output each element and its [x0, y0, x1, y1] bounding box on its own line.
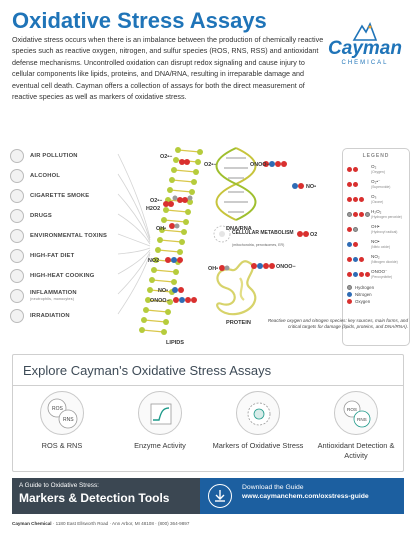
legend — [342, 148, 410, 346]
atom-dot — [347, 182, 352, 187]
markers-icon — [236, 391, 280, 435]
molecule-icon — [347, 182, 371, 187]
drugs-icon — [10, 209, 24, 223]
guide-subtitle: A Guide to Oxidative Stress: — [19, 482, 99, 489]
source-label: HIGH-HEAT COOKING — [30, 272, 95, 279]
source-item — [10, 226, 140, 246]
molecule-icon — [347, 227, 371, 232]
species-label: O2 — [310, 232, 318, 238]
legend-item — [347, 207, 405, 222]
atom-dot — [353, 197, 358, 202]
brand-subtitle: CHEMICAL — [341, 60, 389, 66]
source-label: ENVIRONMENTAL TOXINS — [30, 232, 108, 239]
legend-key-item — [347, 291, 405, 298]
legend-key-item — [347, 298, 405, 305]
tile-label: Antioxidant Detection & Activity — [317, 441, 395, 460]
legend-item-sub: (Oxygen) — [371, 169, 385, 174]
target-label-dna: DNA/RNA — [226, 226, 252, 232]
tile-antioxidant[interactable] — [307, 391, 405, 471]
atom-dot — [353, 257, 358, 262]
legend-item-sub: (Superoxide) — [371, 184, 391, 189]
legend-item-name: H₂O₂ — [371, 209, 382, 215]
target-label-metabolism-sub: (mitochondria, peroxisomes, ER) — [232, 243, 285, 247]
atom-dot — [353, 212, 358, 217]
atom-dot — [347, 167, 352, 172]
burger-icon — [10, 249, 24, 263]
atom-dot — [347, 272, 352, 277]
ros-text: ROS — [347, 407, 357, 412]
atom-dot — [365, 212, 370, 217]
atom-dot — [353, 182, 358, 187]
legend-item — [347, 222, 405, 237]
radiation-icon — [10, 309, 24, 323]
atom-dot — [359, 197, 364, 202]
source-label: CIGARETTE SMOKE — [30, 192, 90, 199]
legend-item — [347, 192, 405, 207]
legend-item — [347, 177, 405, 192]
atom-dot — [347, 292, 352, 297]
explore-title: Explore Cayman's Oxidative Stress Assays — [23, 363, 272, 378]
tile-enzyme-activity[interactable] — [111, 391, 209, 471]
source-item — [10, 206, 140, 226]
source-label: HIGH-FAT DIET — [30, 252, 75, 259]
target-label-protein: PROTEIN — [226, 320, 251, 326]
species-label: OH• — [156, 226, 166, 232]
source-item — [10, 186, 140, 206]
source-label: ALCOHOL — [30, 172, 61, 179]
tile-markers[interactable] — [209, 391, 307, 471]
cooking-icon — [10, 269, 24, 283]
guide-title-block — [12, 478, 200, 514]
legend-item-name: O₂ — [371, 164, 377, 170]
legend-item-name: O₂•⁻ — [371, 179, 381, 185]
atom-dot — [353, 272, 358, 277]
legend-item-sub: (Hydroxyl radical) — [371, 229, 398, 234]
legend-item-name: NO₂ — [371, 254, 380, 260]
rns-text: RNS — [357, 417, 367, 422]
tile-label: Enzyme Activity — [134, 441, 186, 450]
species-label: NO• — [306, 184, 316, 190]
species-label: O2•− — [204, 162, 217, 168]
legend-item — [347, 162, 405, 177]
target-label-lipids: LIPIDS — [166, 340, 185, 346]
intro-paragraph: Oxidative stress occurs when there is an imbalance between the production of chemically reactive species such as reactive oxygen, nitrogen, and sulfur species (ROS, RNS, RSS) and antioxidant defense mechanisms. Uncontrolled oxidation can disrupt redox signaling and cause injury to cellular components like lipids, proteins, and DNA/RNA, resulting in irreparable damage and eventual cell death. Cayman offers a collection of assays for both the direct measurement of reactive species as well as markers of oxidative stress. — [12, 35, 324, 102]
source-item — [10, 266, 140, 286]
legend-item — [347, 237, 405, 252]
atom-dot — [353, 167, 358, 172]
tile-label: Markers of Oxidative Stress — [212, 441, 304, 450]
figure-caption: Reactive oxygen and nitrogen species: key sources, main forms, and critical targets for damage (lipids, proteins, and DNA/RNA). — [267, 318, 408, 329]
page-title: Oxidative Stress Assays — [12, 8, 267, 33]
molecule-icon — [347, 212, 371, 217]
alcohol-icon — [10, 169, 24, 183]
species-label: O2•− — [150, 198, 163, 204]
dna-helix — [217, 148, 256, 220]
molecule-icon — [347, 272, 371, 277]
atom-dot — [353, 227, 358, 232]
legend-item-sub: (Hydrogen peroxide) — [371, 214, 402, 219]
legend-item-sub: (Nitric oxide) — [371, 244, 391, 249]
legend-key-label: Nitrogen — [355, 292, 372, 297]
legend-item — [347, 252, 405, 267]
air-pollution-icon — [10, 149, 24, 163]
atom-dot — [347, 212, 352, 217]
atom-dot — [365, 272, 370, 277]
species-label: ONOO− — [250, 162, 270, 168]
atom-dot — [347, 257, 352, 262]
source-list — [10, 146, 140, 326]
download-guide-link[interactable]: Download the Guide — [242, 484, 304, 491]
legend-item-sub: (Ozone) — [371, 199, 384, 204]
footer-company: Cayman Chemical — [12, 521, 52, 526]
source-item — [10, 166, 140, 186]
source-label: DRUGS — [30, 212, 52, 219]
source-item — [10, 246, 140, 266]
source-label: IRRADIATION — [30, 312, 70, 319]
legend-item-name: ONOO⁻ — [371, 269, 388, 275]
inflammation-icon — [10, 289, 24, 303]
atom-dot — [347, 299, 352, 304]
divider — [13, 385, 403, 386]
ros-text: ROS — [52, 406, 63, 412]
species-label: OH• — [208, 266, 218, 272]
target-label-metabolism: CELLULAR METABOLISM — [232, 230, 294, 236]
species-label: ONOO− — [150, 298, 170, 304]
legend-key-label: Hydrogen — [355, 285, 375, 290]
legend-item-name: O₃ — [371, 194, 377, 200]
lipid-bilayer — [139, 147, 203, 335]
legend-item-name: NO• — [371, 239, 380, 245]
rns-text: RNS — [63, 417, 74, 423]
enzyme-activity-icon — [138, 391, 182, 435]
legend-item-name: OH• — [371, 224, 380, 230]
legend-item — [347, 267, 405, 282]
atom-dot — [359, 257, 364, 262]
explore-assays-panel — [12, 354, 404, 472]
molecule-icon — [347, 257, 371, 262]
source-item — [10, 286, 140, 306]
molecule-icon — [347, 167, 371, 172]
guide-cta[interactable] — [242, 484, 402, 500]
species-label: NO• — [158, 288, 168, 294]
source-label: AIR POLLUTION — [30, 152, 78, 159]
guide-title: Markers & Detection Tools — [19, 491, 170, 505]
molecule-icon — [347, 242, 371, 247]
species-label: NO2 — [148, 258, 160, 264]
species-label: H2O2 — [146, 206, 161, 212]
legend-key — [347, 284, 405, 305]
legend-item-sub: (Peroxynitrite) — [371, 274, 393, 279]
tile-ros-rns[interactable] — [13, 391, 111, 471]
guide-banner[interactable] — [12, 478, 404, 514]
footer-address: · 1180 East Ellsworth Road · Ann Arbor, MI 48108 · (800) 364-9897 — [51, 521, 190, 526]
toxins-icon — [10, 229, 24, 243]
cigarette-icon — [10, 189, 24, 203]
source-item — [10, 146, 140, 166]
source-label: INFLAMMATION — [30, 289, 77, 296]
atom-dot — [347, 227, 352, 232]
cayman-logo[interactable] — [322, 22, 408, 70]
guide-url-link[interactable]: www.caymanchem.com/oxstress-guide — [242, 493, 369, 500]
species-label: O2•− — [160, 154, 173, 160]
legend-key-label: Oxygen — [355, 299, 371, 304]
legend-key-item — [347, 284, 405, 291]
species-label: ONOO− — [276, 264, 296, 270]
atom-dot — [353, 242, 358, 247]
download-icon[interactable] — [208, 484, 232, 508]
legend-title: LEGEND — [362, 153, 390, 159]
source-sublabel: (neutrophils, monocytes) — [30, 297, 75, 301]
footer — [12, 521, 408, 526]
atom-dot — [359, 212, 364, 217]
antioxidant-icon — [334, 391, 378, 435]
tile-label: ROS & RNS — [41, 441, 83, 450]
legend-item-sub: (Nitrogen dioxide) — [371, 259, 398, 264]
atom-dot — [359, 272, 364, 277]
atom-dot — [347, 285, 352, 290]
brand-name: Cayman — [328, 38, 402, 59]
atom-dot — [347, 197, 352, 202]
ros-rns-icon — [40, 391, 84, 435]
atom-dot — [347, 242, 352, 247]
molecule-icon — [347, 197, 371, 202]
source-item — [10, 306, 140, 326]
